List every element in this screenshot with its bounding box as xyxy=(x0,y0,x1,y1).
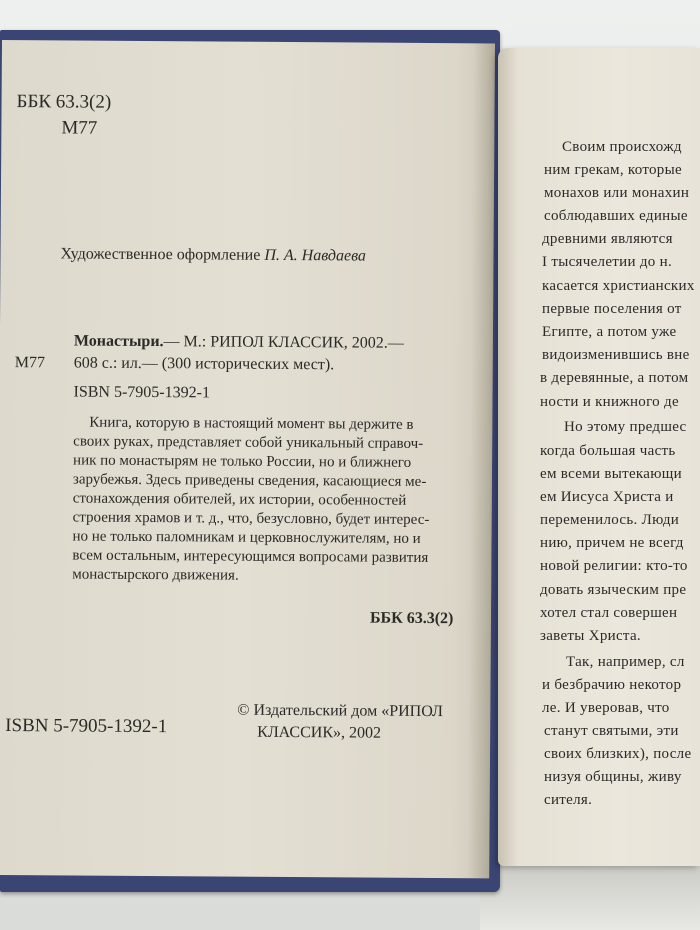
body-line: Но этому предшес xyxy=(564,419,687,435)
abstract-line: стонахождения обителей, их истории, особенностей xyxy=(72,490,407,509)
body-line: ем Иисуса Христа и xyxy=(540,489,674,505)
body-line: монахов или монахин xyxy=(544,185,690,201)
body-line: первые поселения от xyxy=(542,301,682,317)
art-credit-label: Художественное оформление xyxy=(60,245,265,264)
body-line: нию, причем не всегд xyxy=(540,535,684,551)
body-line: новой религии: кто-то xyxy=(540,558,688,574)
copyright-line-2: КЛАССИК», 2002 xyxy=(257,723,382,742)
body-line: и безбрачию некотор xyxy=(542,677,682,693)
body-line: Своим происхожд xyxy=(562,139,682,155)
body-line: I тысячелетии до н. xyxy=(542,254,672,270)
copyright-line-1: © Издательский дом «РИПОЛ xyxy=(237,701,443,721)
catalog-title-rest: — М.: РИПОЛ КЛАССИК, 2002.— xyxy=(163,333,404,352)
abstract-line: Книга, которую в настоящий момент вы держите в xyxy=(89,414,414,433)
abstract-line: своих руках, представляет собой уникальный справоч- xyxy=(73,433,424,452)
body-line: древними являются xyxy=(542,231,673,247)
body-line: соблюдавших единые xyxy=(544,208,688,224)
body-line: ем всеми вытекающи xyxy=(540,466,682,482)
isbn-inline: ISBN 5-7905-1392-1 xyxy=(73,383,211,402)
catalog-title-line xyxy=(74,334,404,352)
body-line: касается христианских xyxy=(542,278,695,294)
body-line: когда большая часть xyxy=(540,443,676,459)
body-line: заветы Христа. xyxy=(540,628,641,644)
body-line: станут святыми, эти xyxy=(544,723,679,739)
body-line: ности и книжного де xyxy=(540,394,679,410)
left-page xyxy=(0,40,495,878)
abstract-line: но не только паломникам и церковнослужителям, но и xyxy=(72,528,421,547)
body-line: ним грекам, которые xyxy=(544,162,682,178)
catalog-code: М77 xyxy=(14,354,46,372)
abstract-line: монастырского движения. xyxy=(72,566,239,584)
abstract-line: строения храмов и т. д., что, безусловно, будет интерес- xyxy=(72,509,430,528)
abstract-line: всем остальным, интересующимся вопросами развития xyxy=(72,547,429,566)
abstract-line: зарубежья. Здесь приведены сведения, касающиеся ме- xyxy=(72,471,427,490)
art-credit-name: П. А. Навдаева xyxy=(264,246,366,265)
catalog-pages: 608 с.: ил.— (300 исторических мест). xyxy=(73,354,335,374)
body-line: ле. И уверовав, что xyxy=(542,700,670,716)
body-line: видоизменившись вне xyxy=(542,347,690,363)
catalog-title: Монастыри. xyxy=(73,332,164,351)
body-line: низуя общины, живу xyxy=(544,769,682,785)
body-line: сителя. xyxy=(544,792,593,808)
body-line: хотел стал совершен xyxy=(540,605,678,621)
isbn-bottom: ISBN 5-7905-1392-1 xyxy=(5,715,168,738)
body-line: переменилось. Люди xyxy=(540,512,680,528)
body-line: Так, например, сл xyxy=(566,654,685,670)
abstract-line: ник по монастырям не только России, но и ближнего xyxy=(73,452,412,471)
table-surface xyxy=(480,860,700,930)
body-line: Египте, а потом уже xyxy=(542,324,677,340)
bbk-code-top: ББК 63.3(2) xyxy=(16,91,112,113)
right-page xyxy=(498,48,700,866)
author-mark-top: М77 xyxy=(61,117,98,139)
body-line: своих близких), после xyxy=(544,746,692,762)
art-credit xyxy=(60,246,366,264)
bbk-code-bottom: ББК 63.3(2) xyxy=(369,609,454,628)
body-line: довать языческим пре xyxy=(540,582,687,598)
body-line: в деревянные, а потом xyxy=(540,370,689,386)
